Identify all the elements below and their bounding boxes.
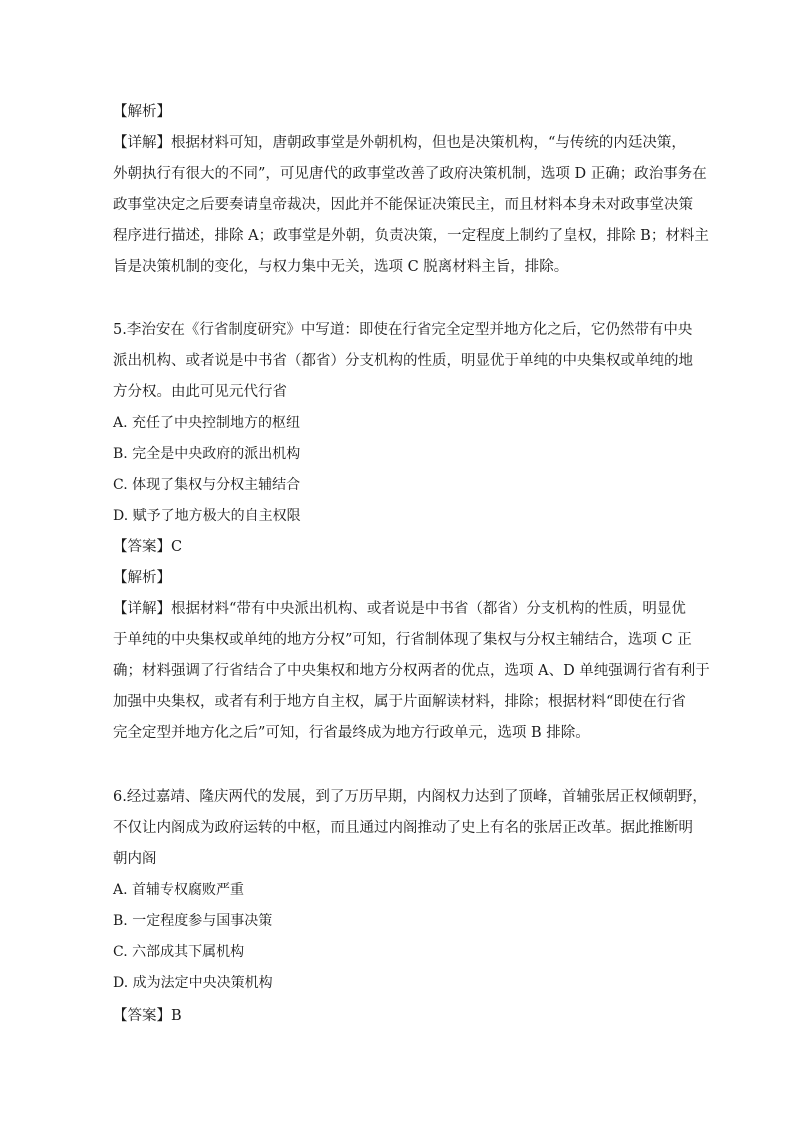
detail-label: 【详解】 — [113, 601, 171, 617]
detail-line: 程序进行描述，排除 A；政事堂是外朝，负责决策，一定程度上制约了皇权，排除 B；材料主 — [113, 228, 709, 244]
question-6-option-c: C. 六部成其下属机构 — [113, 944, 245, 960]
question-6-text: 朝内阁 — [113, 851, 157, 867]
detail-label: 【详解】 — [113, 135, 171, 151]
question-5-text: 派出机构、或者说是中书省（都省）分支机构的性质，明显优于单纯的中央集权或单纯的地 — [113, 353, 693, 369]
analysis-heading: 【解析】 — [113, 570, 171, 586]
question-6-text: 不仅让内阁成为政府运转的中枢，而且通过内阁推动了史上有名的张居正改革。据此推断明 — [113, 820, 693, 836]
detail-line: 【详解】根据材料“带有中央派出机构、或者说是中书省（都省）分支机构的性质，明显优 — [113, 601, 686, 617]
answer-value: B — [171, 1008, 182, 1024]
answer-label: 【答案】 — [113, 1008, 171, 1024]
question-6-option-d: D. 成为法定中央决策机构 — [113, 975, 273, 991]
detail-line: 加强中央集权，或者有利于地方自主权，属于片面解读材料，排除；根据材料“即使在行省 — [113, 694, 686, 710]
answer-label: 【答案】 — [113, 539, 171, 555]
question-5-text: 方分权。由此可见元代行省 — [113, 384, 287, 400]
detail-line: 外朝执行有很大的不同”，可见唐代的政事堂改善了政府决策机制，选项 D 正确；政治事务在 — [113, 166, 707, 182]
question-6-option-b: B. 一定程度参与国事决策 — [113, 913, 273, 929]
answer-value: C — [171, 539, 183, 555]
detail-line: 于单纯的中央集权或单纯的地方分权”可知，行省制体现了集权与分权主辅结合，选项 C 正 — [113, 632, 692, 648]
question-5-option-a: A. 充任了中央控制地方的枢纽 — [113, 415, 301, 431]
detail-line: 【详解】根据材料可知，唐朝政事堂是外朝机构，但也是决策机构，“与传统的内廷决策， — [113, 135, 686, 151]
question-6-text: 6.经过嘉靖、隆庆两代的发展，到了万历早期，内阁权力达到了顶峰，首辅张居正权倾朝野， — [113, 789, 707, 805]
question-5-option-b: B. 完全是中央政府的派出机构 — [113, 446, 301, 462]
detail-line: 旨是决策机制的变化，与权力集中无关，选项 C 脱离材料主旨，排除。 — [113, 259, 569, 275]
question-5-answer — [113, 537, 182, 557]
detail-line: 完全定型并地方化之后”可知，行省最终成为地方行政单元，选项 B 排除。 — [113, 725, 590, 741]
detail-line: 政事堂决定之后要奏请皇帝裁决，因此并不能保证决策民主，而且材料本身未对政事堂决策 — [113, 197, 693, 213]
analysis-heading: 【解析】 — [113, 104, 171, 120]
question-5-text: 5.李治安在《行省制度研究》中写道：即使在行省完全定型并地方化之后，它仍然带有中央 — [113, 322, 693, 338]
detail-line: 确；材料强调了行省结合了中央集权和地方分权两者的优点，选项 A、D 单纯强调行省有利于 — [113, 663, 710, 679]
question-6-option-a: A. 首辅专权腐败严重 — [113, 882, 245, 898]
question-5-option-c: C. 体现了集权与分权主辅结合 — [113, 477, 301, 493]
question-5-option-d: D. 赋予了地方极大的自主权限 — [113, 508, 301, 524]
question-6-answer — [113, 1006, 182, 1026]
